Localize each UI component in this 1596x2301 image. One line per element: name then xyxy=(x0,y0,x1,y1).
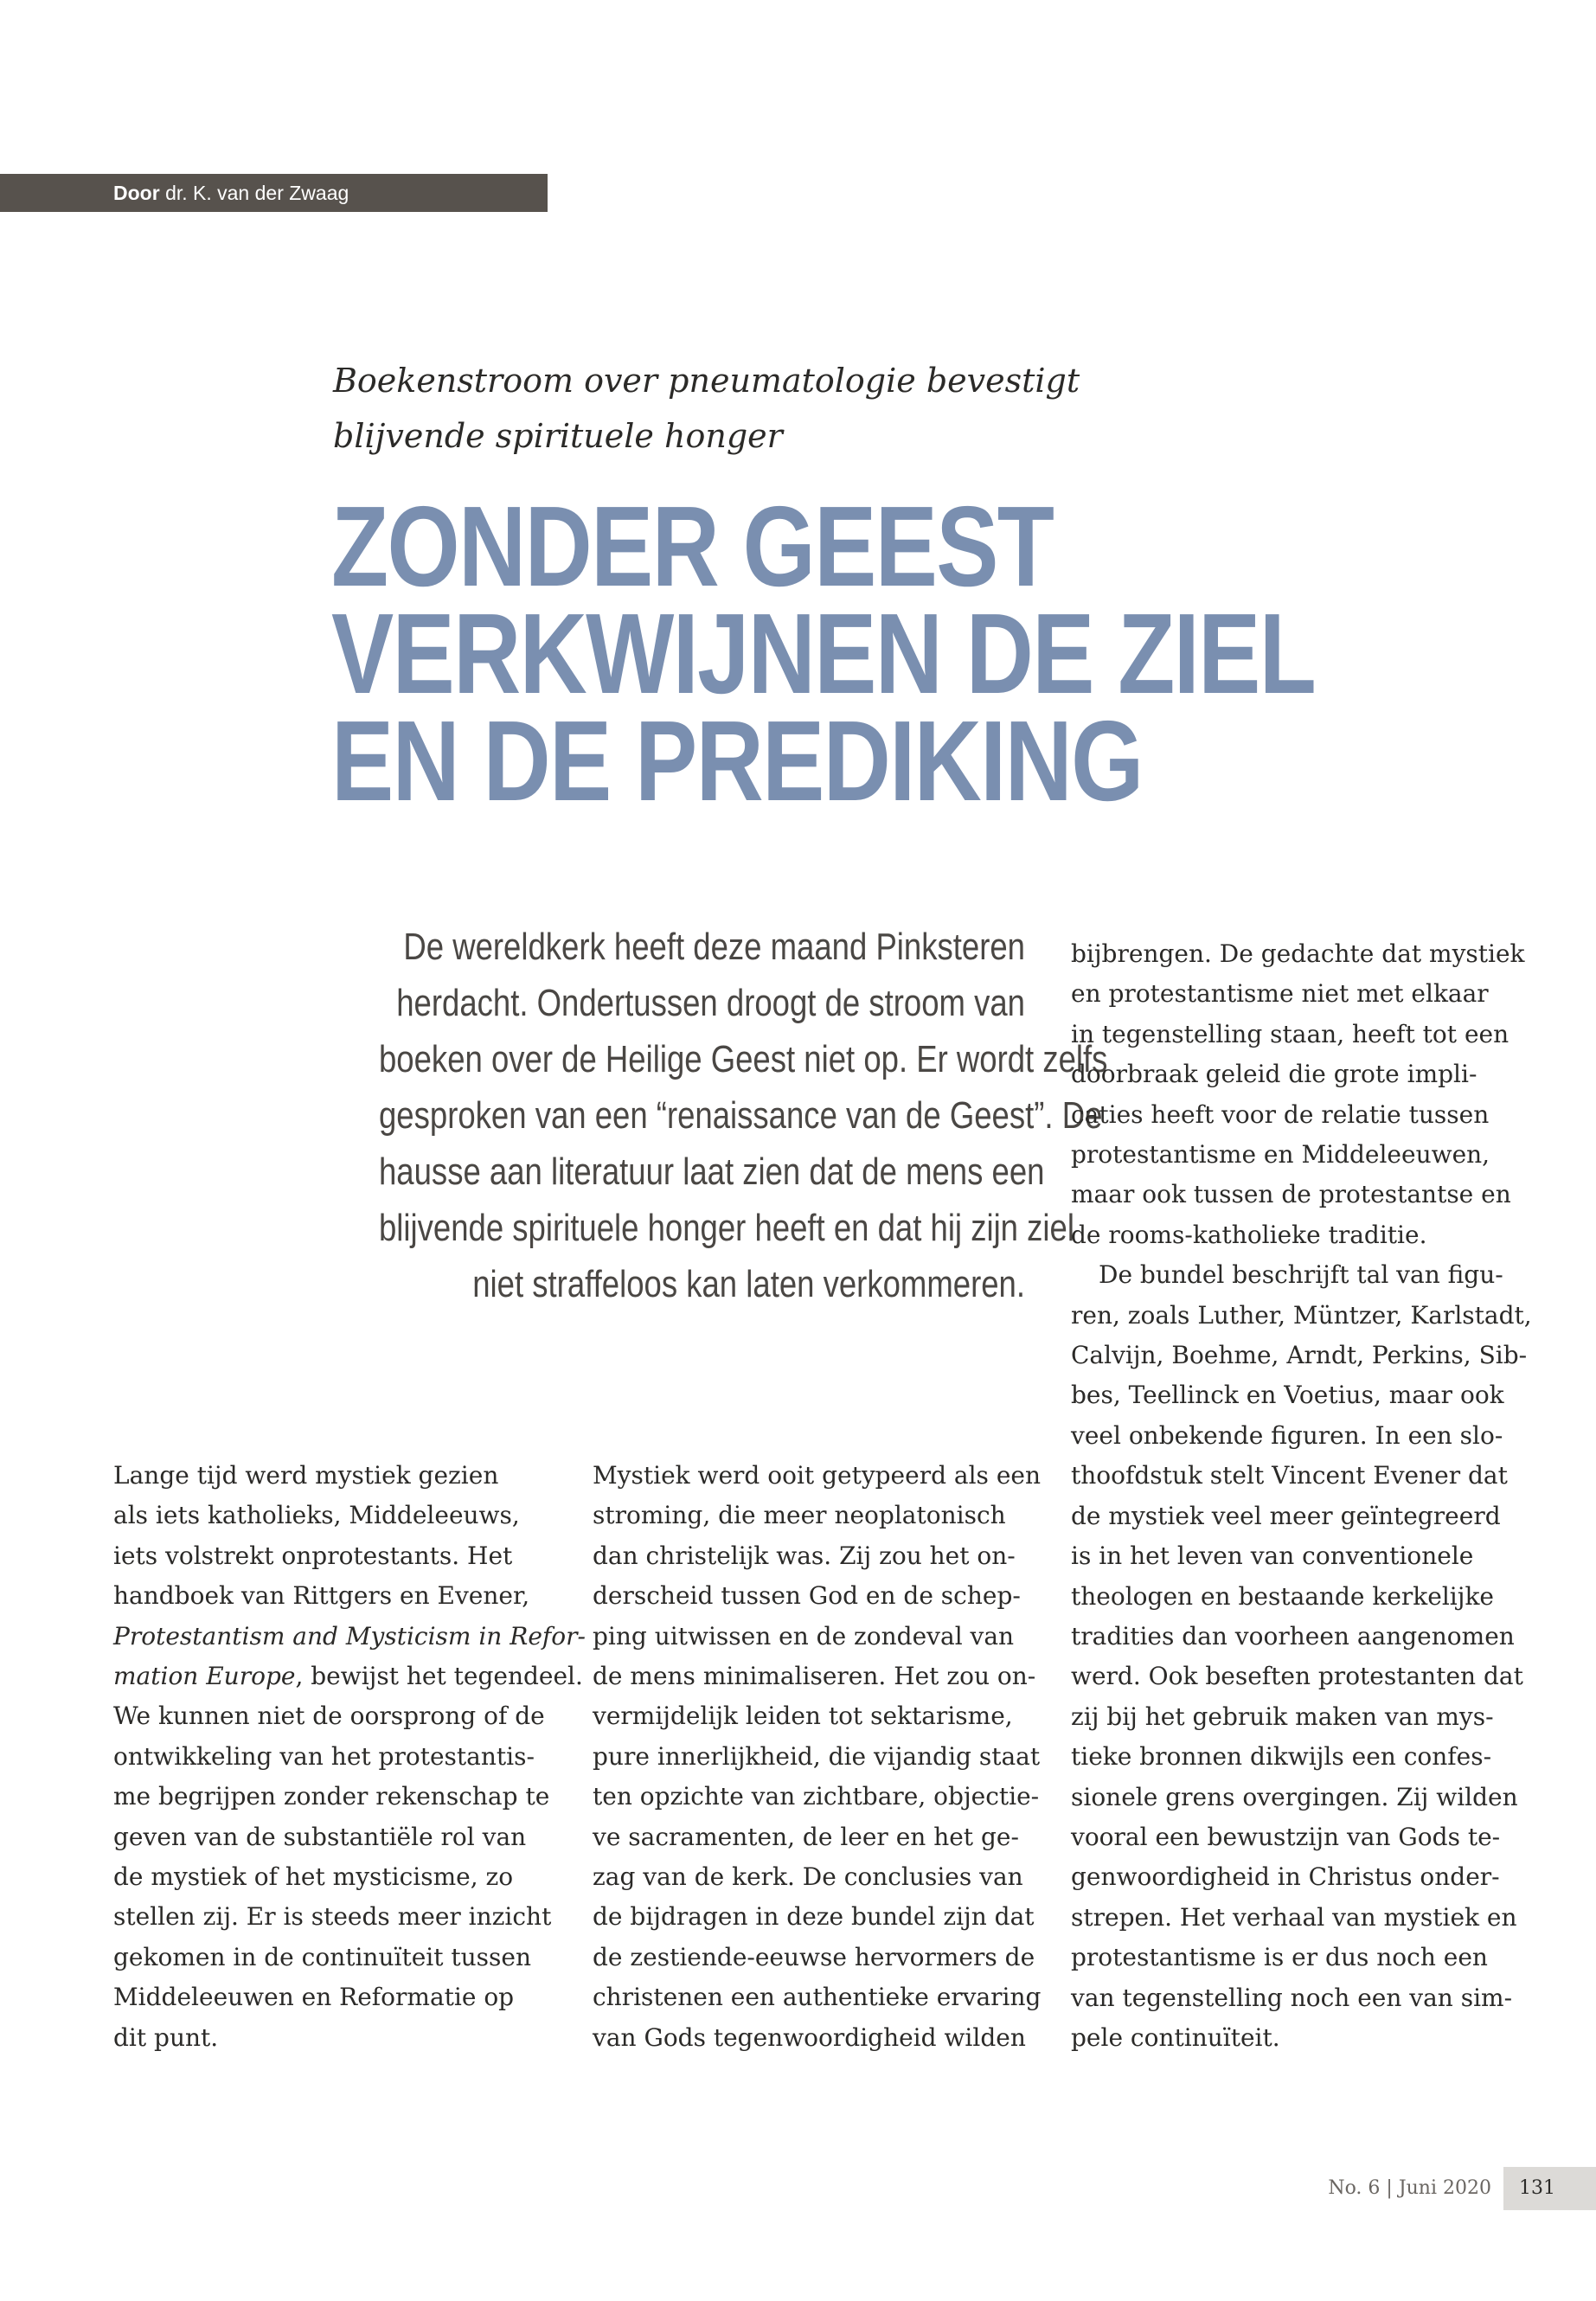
body-line: stellen zij. Er is steeds meer inzicht xyxy=(113,1902,552,1932)
intro-line: De wereldkerk heeft deze maand Pinksteren xyxy=(403,926,1025,968)
body-line: bijbrengen. De gedachte dat mystiek xyxy=(1071,939,1525,968)
body-line: de rooms-katholieke traditie. xyxy=(1071,1220,1427,1249)
body-text: , bewijst het tegendeel. xyxy=(295,1662,583,1691)
body-line: pele continuïteit. xyxy=(1071,2022,1280,2052)
book-title-end: mation Europe xyxy=(113,1662,296,1691)
body-line: zag van de kerk. De conclusies van xyxy=(593,1862,1023,1892)
body-line: is in het leven van conventionele xyxy=(1071,1541,1474,1571)
body-line: en protestantisme niet met elkaar xyxy=(1071,979,1489,1009)
body-line: caties heeft voor de relatie tussen xyxy=(1071,1099,1490,1129)
body-line: christenen een authentieke ervaring xyxy=(593,1983,1042,2012)
body-line: genwoordigheid in Christus onder- xyxy=(1071,1862,1500,1892)
byline-bar xyxy=(0,174,548,212)
byline-prefix: Door xyxy=(113,182,160,204)
body-column-1 xyxy=(113,1456,586,2058)
headline-line: EN DE PREDIKING xyxy=(331,697,1143,824)
body-line: bes, Teellinck en Voetius, maar ook xyxy=(1071,1381,1504,1410)
body-line: protestantisme is er dus noch een xyxy=(1071,1943,1488,1972)
body-line: strepen. Het verhaal van mystiek en xyxy=(1071,1902,1517,1932)
headline-line: ZONDER GEEST xyxy=(331,483,1054,610)
body-line: We kunnen niet de oorsprong of de xyxy=(113,1702,545,1731)
issue-info: No. 6 | Juni 2020 xyxy=(1328,2177,1491,2199)
body-line: van tegenstelling noch een van sim- xyxy=(1071,1983,1513,2012)
body-line: maar ook tussen de protestantse en xyxy=(1071,1180,1511,1209)
intro-paragraph xyxy=(247,919,1108,1312)
intro-line: niet straffeloos kan laten verkommeren. xyxy=(472,1263,1025,1305)
body-line: de zestiende-eeuwse hervormers de xyxy=(593,1942,1035,1971)
body-line: vermijdelijk leiden tot sektarisme, xyxy=(593,1702,1013,1731)
body-line: ping uitwissen en de zondeval van xyxy=(593,1621,1015,1650)
body-line: veel onbekende figuren. In een slo- xyxy=(1071,1420,1503,1450)
body-line: handboek van Rittgers en Evener, xyxy=(113,1581,530,1611)
body-line: thoofdstuk stelt Vincent Evener dat xyxy=(1071,1461,1508,1490)
page-title xyxy=(331,483,1456,824)
intro-line: blijvende spirituele honger heeft en dat hij zijn ziel xyxy=(379,1207,1074,1249)
body-column-2 xyxy=(593,1456,1042,2058)
body-line: Lange tijd werd mystiek gezien xyxy=(113,1461,499,1490)
body-line: de bijdragen in deze bundel zijn dat xyxy=(593,1902,1035,1932)
intro-line: gesproken van een “renaissance van de Geest”. De xyxy=(379,1094,1103,1137)
intro-line: hausse aan literatuur laat zien dat de mens een xyxy=(379,1150,1045,1193)
body-line: Mystiek werd ooit getypeerd als een xyxy=(593,1461,1041,1490)
body-line: tieke bronnen dikwijls een confes- xyxy=(1071,1742,1492,1772)
body-line: als iets katholieks, Middeleeuws, xyxy=(113,1501,520,1530)
body-line: protestantisme en Middeleeuwen, xyxy=(1071,1140,1490,1170)
body-line: ontwikkeling van het protestantis- xyxy=(113,1741,535,1771)
body-line: derscheid tussen God en de schep- xyxy=(593,1581,1021,1611)
intro-line: boeken over de Heilige Geest niet op. Er wordt zelfs xyxy=(379,1038,1108,1080)
kicker-line: blijvende spirituele honger xyxy=(333,417,783,455)
body-line: ve sacramenten, de leer en het ge- xyxy=(593,1822,1019,1851)
body-line: de mystiek of het mysticisme, zo xyxy=(113,1862,514,1892)
body-line: theologen en bestaande kerkelijke xyxy=(1071,1581,1494,1611)
body-line-paragraph-start: De bundel beschrijft tal van figu- xyxy=(1099,1260,1503,1290)
page-number: 131 xyxy=(1503,2167,1596,2210)
body-line: in tegenstelling staan, heeft tot een xyxy=(1071,1019,1509,1048)
body-line: van Gods tegenwoordigheid wilden xyxy=(593,2022,1026,2052)
body-line xyxy=(113,1657,583,1696)
body-line: sionele grens overgingen. Zij wilden xyxy=(1071,1782,1518,1811)
body-line: dan christelijk was. Zij zou het on- xyxy=(593,1541,1016,1570)
body-line: stroming, die meer neoplatonisch xyxy=(593,1501,1006,1530)
body-line: pure innerlijkheid, die vijandig staat xyxy=(593,1741,1041,1771)
kicker xyxy=(333,353,1112,464)
body-line: tradities dan voorheen aangenomen xyxy=(1071,1621,1515,1650)
body-line: geven van de substantiële rol van xyxy=(113,1822,527,1851)
headline-line: VERKWIJNEN DE ZIEL xyxy=(331,590,1316,717)
body-line: me begrijpen zonder rekenschap te xyxy=(113,1782,550,1811)
body-line: Calvijn, Boehme, Arndt, Perkins, Sib- xyxy=(1071,1341,1528,1370)
body-line: ren, zoals Luther, Müntzer, Karlstadt, xyxy=(1071,1300,1532,1330)
body-line: vooral een bewustzijn van Gods te- xyxy=(1071,1822,1501,1851)
body-line: ten opzichte van zichtbare, objectie- xyxy=(593,1782,1040,1811)
body-line: de mens minimaliseren. Het zou on- xyxy=(593,1662,1036,1691)
body-line: zij bij het gebruik maken van mys- xyxy=(1071,1702,1494,1731)
kicker-line: Boekenstroom over pneumatologie bevestigt xyxy=(333,362,1080,400)
body-line: Middeleeuwen en Reformatie op xyxy=(113,1983,515,2012)
byline-author: dr. K. van der Zwaag xyxy=(165,182,349,204)
body-line: iets volstrekt onprotestants. Het xyxy=(113,1541,513,1570)
body-line: dit punt. xyxy=(113,2022,219,2052)
body-line: doorbraak geleid die grote impli- xyxy=(1071,1060,1477,1089)
body-line: gekomen in de continuïteit tussen xyxy=(113,1942,532,1971)
body-line: werd. Ook beseften protestanten dat xyxy=(1071,1662,1523,1691)
body-line: de mystiek veel meer geïntegreerd xyxy=(1071,1501,1501,1530)
body-column-3 xyxy=(1071,934,1532,2058)
body-line-book-title: Protestantism and Mysticism in Refor- xyxy=(113,1621,586,1650)
intro-line: herdacht. Ondertussen droogt de stroom van xyxy=(396,982,1025,1024)
